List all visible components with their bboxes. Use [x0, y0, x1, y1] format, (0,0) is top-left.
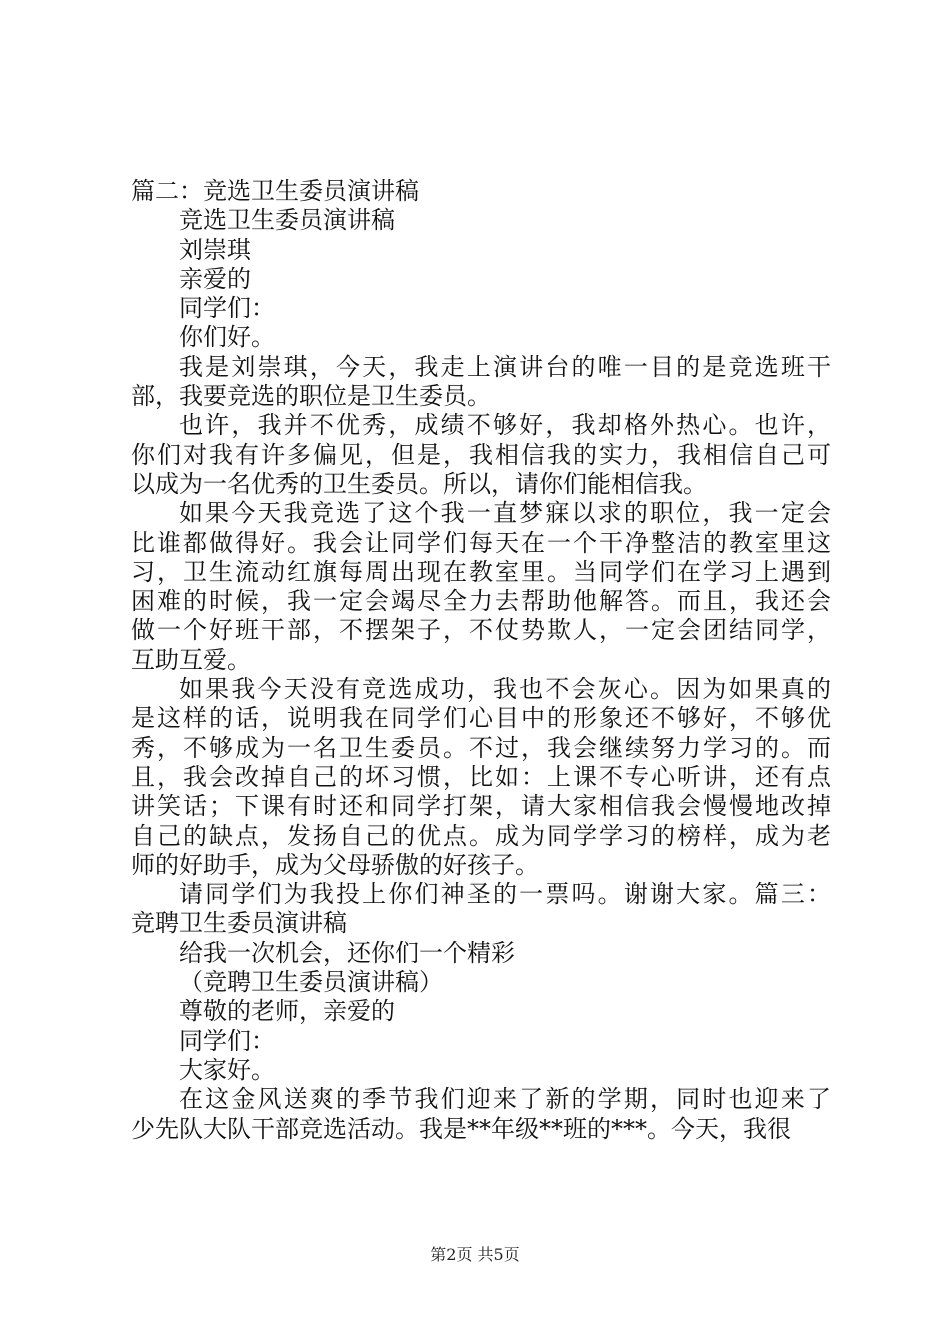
text-line: 比谁都做得好。我会让同学们每天在一个干净整洁的教室里这 [131, 528, 831, 557]
text-line: 部，我要竞选的职位是卫生委员。 [131, 382, 491, 411]
text-line: 也许，我并不优秀，成绩不够好，我却格外热心。也许， [179, 411, 831, 440]
text-line: 在这金风送爽的季节我们迎来了新的学期，同时也迎来了 [179, 1085, 831, 1114]
text-line: 尊敬的老师，亲爱的 [179, 997, 395, 1026]
text-line: 我是刘崇琪，今天，我走上演讲台的唯一目的是竞选班干 [179, 352, 831, 381]
text-line: 习，卫生流动红旗每周出现在教室里。当同学们在学习上遇到 [131, 557, 831, 586]
text-line: 同学们： [179, 294, 275, 323]
text-line: 如果我今天没有竞选成功，我也不会灰心。因为如果真的 [179, 675, 831, 704]
text-line: 你们好。 [179, 323, 275, 352]
text-line: 师的好助手，成为父母骄傲的好孩子。 [131, 850, 539, 879]
text-line: （竞聘卫生委员演讲稿） [179, 968, 443, 997]
text-line: 竞选卫生委员演讲稿 [179, 206, 395, 235]
text-line: 如果今天我竞选了这个我一直梦寐以求的职位，我一定会 [179, 499, 831, 528]
text-line: 以成为一名优秀的卫生委员。所以，请你们能相信我。 [131, 469, 707, 498]
text-line: 自己的缺点，发扬自己的优点。成为同学学习的榜样，成为老 [131, 821, 831, 850]
text-line: 互助互爱。 [131, 645, 251, 674]
text-line: 秀，不够成为一名卫生委员。不过，我会继续努力学习的。而 [131, 733, 831, 762]
text-line: 刘崇琪 [179, 235, 251, 264]
text-line: 请同学们为我投上你们神圣的一票吗。谢谢大家。篇三： [179, 880, 831, 909]
text-line: 做一个好班干部，不摆架子，不仗势欺人，一定会团结同学， [131, 616, 831, 645]
document-body [131, 177, 831, 1144]
text-line: 篇二：竞选卫生委员演讲稿 [131, 177, 419, 205]
text-line: 竞聘卫生委员演讲稿 [131, 909, 347, 938]
text-line: 亲爱的 [179, 264, 251, 293]
text-line: 困难的时候，我一定会竭尽全力去帮助他解答。而且，我还会 [131, 587, 831, 616]
text-line: 给我一次机会，还你们一个精彩 [179, 938, 515, 967]
text-line: 讲笑话；下课有时还和同学打架，请大家相信我会慢慢地改掉 [131, 792, 831, 821]
text-line: 你们对我有许多偏见，但是，我相信我的实力，我相信自己可 [131, 440, 831, 469]
page-number-footer: 第2页 共5页 [430, 1245, 520, 1264]
text-line: 且，我会改掉自己的坏习惯，比如：上课不专心听讲，还有点 [131, 762, 831, 791]
text-line: 少先队大队干部竞选活动。我是**年级**班的***。今天，我很 [131, 1114, 791, 1143]
text-line: 是这样的话，说明我在同学们心目中的形象还不够好，不够优 [131, 704, 831, 733]
text-line: 同学们： [179, 1026, 275, 1055]
text-line: 大家好。 [179, 1055, 275, 1084]
